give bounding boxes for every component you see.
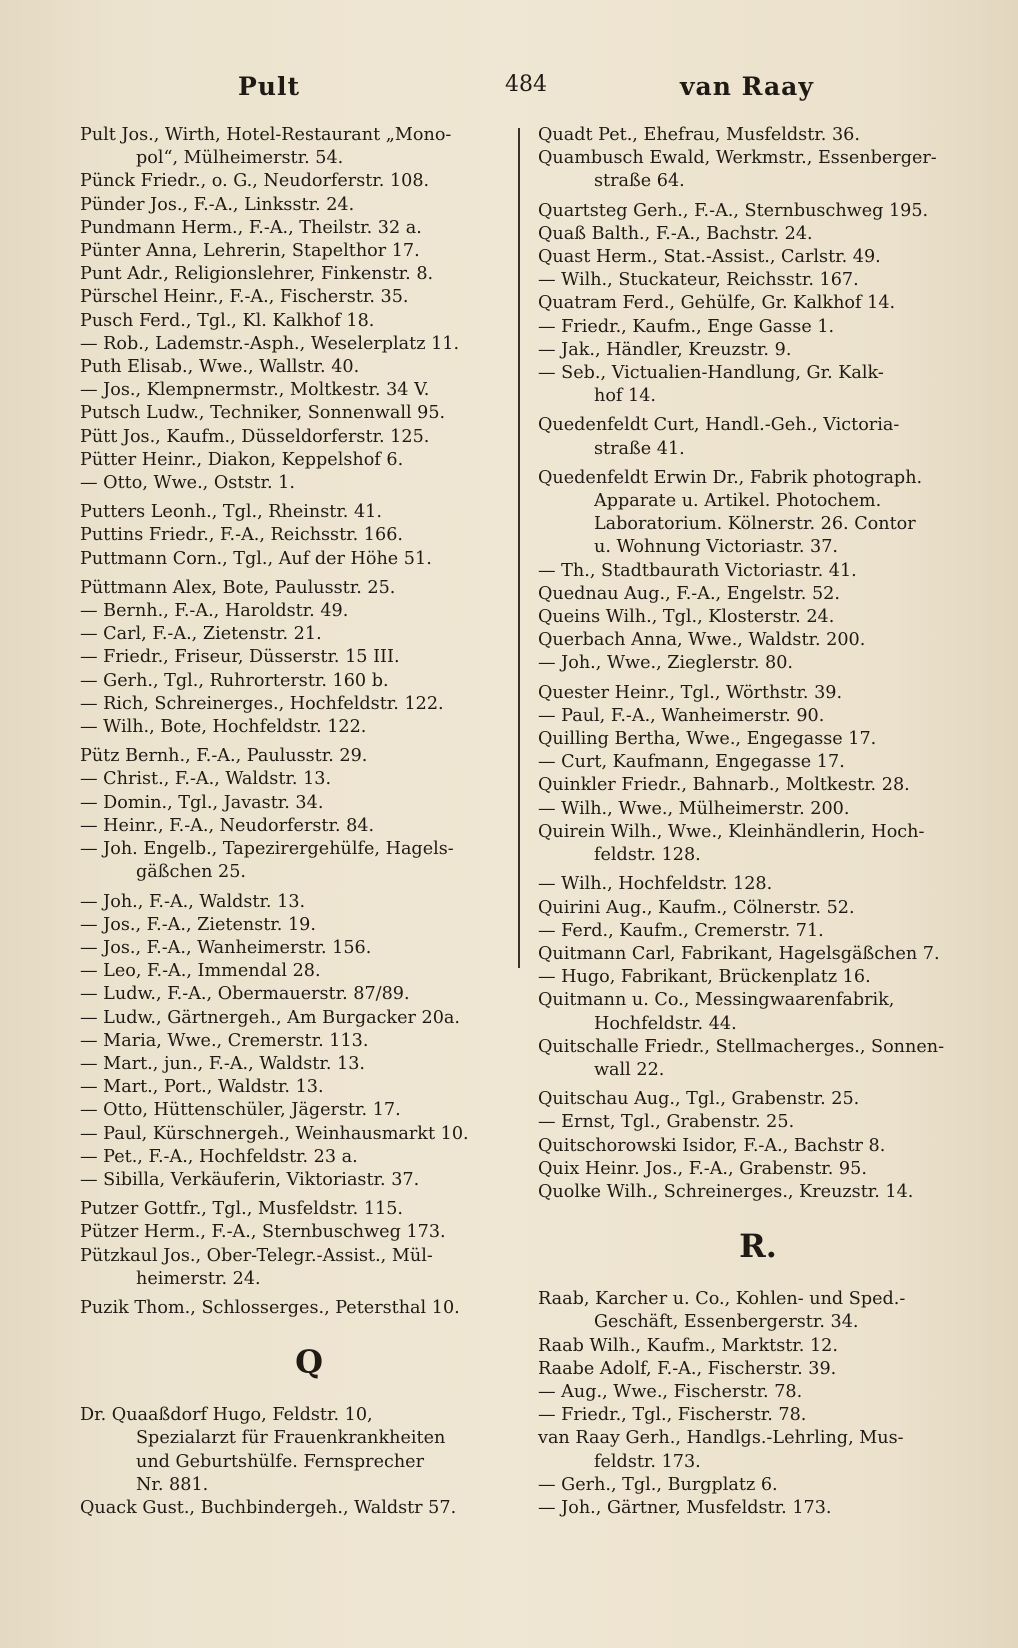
- directory-entry: [80, 1221, 518, 1244]
- entry-line: Quartsteg Gerh., F.-A., Sternbuschweg 195.: [538, 200, 929, 221]
- directory-entry: [80, 217, 518, 240]
- entry-line: Quednau Aug., F.-A., Engelstr. 52.: [538, 583, 840, 604]
- entry-continuation-line: Nr. 881.: [136, 1474, 209, 1495]
- entry-continuation-line: u. Wohnung Victoriastr. 37.: [594, 537, 838, 558]
- entry-line: Pundmann Herm., F.-A., Theilstr. 32 a.: [80, 217, 422, 238]
- directory-entry: [538, 414, 978, 460]
- directory-entry: [538, 1474, 978, 1497]
- entry-line: — Joh., Gärtner, Musfeldstr. 173.: [538, 1497, 832, 1518]
- entry-line: — Maria, Wwe., Cremerstr. 113.: [80, 1030, 369, 1051]
- directory-entry: [80, 1030, 518, 1053]
- directory-entry: [538, 1335, 978, 1358]
- entry-line: Pünter Anna, Lehrerin, Stapelthor 17.: [80, 241, 420, 262]
- directory-entry: [538, 560, 978, 583]
- entry-line: Queins Wilh., Tgl., Klosterstr. 24.: [538, 607, 835, 628]
- entry-line: Pürschel Heinr., F.-A., Fischerstr. 35.: [80, 287, 409, 308]
- entry-line: Pütz Bernh., F.-A., Paulusstr. 29.: [80, 746, 368, 767]
- directory-entry: [538, 966, 978, 989]
- entry-line: — Domin., Tgl., Javastr. 34.: [80, 792, 324, 813]
- directory-entry: [538, 1404, 978, 1427]
- directory-entry: [538, 897, 978, 920]
- entry-line: Quatram Ferd., Gehülfe, Gr. Kalkhof 14.: [538, 293, 896, 314]
- header-left-keyword: Pult: [238, 72, 301, 101]
- entry-continuation-line: Laboratorium. Kölnerstr. 26. Contor: [594, 514, 916, 535]
- right-entries-bottom: [538, 1288, 978, 1520]
- entry-line: Quilling Bertha, Wwe., Engegasse 17.: [538, 729, 877, 750]
- entry-line: — Ludw., Gärtnergeh., Am Burgacker 20a.: [80, 1007, 460, 1028]
- directory-entry: [80, 670, 518, 693]
- entry-line: Puttins Friedr., F.-A., Reichsstr. 166.: [80, 525, 403, 546]
- directory-entry: [80, 1076, 518, 1099]
- entry-line: — Hugo, Fabrikant, Brückenplatz 16.: [538, 967, 871, 988]
- directory-entry: [538, 1158, 978, 1181]
- directory-entry: [80, 646, 518, 669]
- entry-line: Putzer Gottfr., Tgl., Musfeldstr. 115.: [80, 1199, 404, 1220]
- entry-line: — Pet., F.-A., Hochfeldstr. 23 a.: [80, 1146, 358, 1167]
- entry-line: Quack Gust., Buchbindergeh., Waldstr 57.: [80, 1497, 457, 1518]
- directory-entry: [538, 606, 978, 629]
- directory-entry: [538, 1381, 978, 1404]
- directory-entry: [80, 745, 518, 768]
- entry-line: Quitschalle Friedr., Stellmacherges., Sonnen-: [538, 1036, 945, 1057]
- entry-line: — Carl, F.-A., Zietenstr. 21.: [80, 624, 322, 645]
- directory-entry: [538, 989, 978, 1035]
- directory-entry: [80, 263, 518, 286]
- entry-line: — Ludw., F.-A., Obermauerstr. 87/89.: [80, 984, 410, 1005]
- directory-entry: [80, 716, 518, 739]
- directory-entry: [538, 246, 978, 269]
- left-entries-bottom: [80, 1404, 518, 1520]
- entry-continuation-line: feldstr. 128.: [594, 845, 701, 866]
- entry-line: Quirini Aug., Kaufm., Cölnerstr. 52.: [538, 897, 855, 918]
- entry-continuation-line: hof 14.: [594, 386, 657, 407]
- directory-entry: [538, 751, 978, 774]
- directory-entry: [538, 774, 978, 797]
- entry-line: Püttmann Alex, Bote, Paulusstr. 25.: [80, 577, 396, 598]
- entry-line: — Wilh., Hochfeldstr. 128.: [538, 874, 773, 895]
- directory-entry: [538, 1036, 978, 1082]
- entry-line: Puth Elisab., Wwe., Wallstr. 40.: [80, 357, 360, 378]
- directory-entry: [538, 629, 978, 652]
- entry-line: Quester Heinr., Tgl., Wörthstr. 39.: [538, 682, 843, 703]
- entry-line: Pütt Jos., Kaufm., Düsseldorferstr. 125.: [80, 426, 430, 447]
- entry-line: Pützkaul Jos., Ober-Telegr.-Assist., Mül-: [80, 1245, 433, 1266]
- entry-continuation-line: Spezialarzt für Frauenkrankheiten: [136, 1428, 446, 1449]
- left-column: [80, 124, 518, 1520]
- entry-line: Querbach Anna, Wwe., Waldstr. 200.: [538, 630, 866, 651]
- directory-entry: [80, 600, 518, 623]
- entry-line: — Rich, Schreinerges., Hochfeldstr. 122.: [80, 693, 444, 714]
- entry-line: Quinkler Friedr., Bahnarb., Moltkestr. 28.: [538, 775, 910, 796]
- entry-continuation-line: Hochfeldstr. 44.: [594, 1013, 737, 1034]
- directory-entry: [80, 379, 518, 402]
- directory-entry: [538, 1427, 978, 1473]
- column-divider: [518, 128, 520, 968]
- directory-entry: [80, 1146, 518, 1169]
- entry-line: Quadt Pet., Ehefrau, Musfeldstr. 36.: [538, 125, 860, 145]
- directory-entry: [80, 472, 518, 495]
- entry-line: Pünck Friedr., o. G., Neudorferstr. 108.: [80, 171, 430, 192]
- directory-entry: [80, 815, 518, 838]
- directory-entry: [538, 124, 978, 147]
- directory-entry: [538, 362, 978, 408]
- directory-entry: [80, 1053, 518, 1076]
- entry-line: Putters Leonh., Tgl., Rheinstr. 41.: [80, 502, 382, 523]
- entry-continuation-line: Geschäft, Essenbergerstr. 34.: [594, 1312, 859, 1333]
- entry-line: — Jos., Klempnermstr., Moltkestr. 34 V.: [80, 380, 430, 401]
- entry-line: Quolke Wilh., Schreinerges., Kreuzstr. 14.: [538, 1181, 914, 1202]
- directory-entry: [538, 292, 978, 315]
- directory-entry: [80, 240, 518, 263]
- directory-entry: [80, 1198, 518, 1221]
- directory-entry: [538, 147, 978, 193]
- directory-entry: [80, 1404, 518, 1497]
- entry-line: — Heinr., F.-A., Neudorferstr. 84.: [80, 815, 375, 836]
- entry-line: — Th., Stadtbaurath Victoriastr. 41.: [538, 560, 857, 581]
- directory-entry: [538, 269, 978, 292]
- directory-entry: [80, 333, 518, 356]
- directory-entry: [538, 200, 978, 223]
- entry-line: Puzik Thom., Schlosserges., Petersthal 10.: [80, 1297, 460, 1318]
- entry-line: — Leo, F.-A., Immendal 28.: [80, 961, 321, 982]
- entry-line: Quambusch Ewald, Werkmstr., Essenberger-: [538, 148, 937, 169]
- directory-entry: [538, 920, 978, 943]
- entry-line: — Gerh., Tgl., Burgplatz 6.: [538, 1474, 778, 1495]
- directory-entry: [538, 223, 978, 246]
- entry-line: Quitschau Aug., Tgl., Grabenstr. 25.: [538, 1089, 860, 1110]
- directory-entry: [80, 194, 518, 217]
- entry-line: Quast Herm., Stat.-Assist., Carlstr. 49.: [538, 247, 881, 268]
- section-letter-r: R.: [739, 1227, 777, 1266]
- entry-line: — Jak., Händler, Kreuzstr. 9.: [538, 339, 792, 360]
- directory-entry: [538, 728, 978, 751]
- entry-line: — Ernst, Tgl., Grabenstr. 25.: [538, 1112, 795, 1133]
- directory-entry: [538, 682, 978, 705]
- directory-entry: [80, 577, 518, 600]
- entry-line: Pult Jos., Wirth, Hotel-Restaurant „Mono-: [80, 125, 452, 145]
- directory-entry: [538, 1497, 978, 1520]
- entry-continuation-line: wall 22.: [594, 1059, 665, 1080]
- entry-line: Punt Adr., Religionslehrer, Finkenstr. 8.: [80, 264, 434, 285]
- directory-entry: [80, 548, 518, 571]
- entry-line: Quedenfeldt Erwin Dr., Fabrik photograph.: [538, 467, 923, 488]
- directory-entry: [80, 426, 518, 449]
- entry-line: van Raay Gerh., Handlgs.-Lehrling, Mus-: [538, 1428, 904, 1449]
- entry-line: Pusch Ferd., Tgl., Kl. Kalkhof 18.: [80, 310, 375, 331]
- directory-entry: [80, 1169, 518, 1192]
- entry-line: — Mart., jun., F.-A., Waldstr. 13.: [80, 1053, 366, 1074]
- directory-entry: [80, 170, 518, 193]
- entry-line: — Paul, F.-A., Wanheimerstr. 90.: [538, 705, 825, 726]
- directory-entry: [538, 1181, 978, 1204]
- entry-line: Puttmann Corn., Tgl., Auf der Höhe 51.: [80, 548, 432, 569]
- entry-continuation-line: und Geburtshülfe. Fernsprecher: [136, 1451, 425, 1472]
- directory-entry: [80, 501, 518, 524]
- entry-line: — Rob., Lademstr.-Asph., Weselerplatz 11.: [80, 333, 460, 354]
- page-number: 484: [505, 72, 547, 97]
- entry-line: — Curt, Kaufmann, Engegasse 17.: [538, 752, 845, 773]
- entry-line: Pünder Jos., F.-A., Linksstr. 24.: [80, 194, 355, 215]
- directory-entry: [80, 286, 518, 309]
- entry-line: — Friedr., Kaufm., Enge Gasse 1.: [538, 316, 835, 337]
- entry-line: — Friedr., Tgl., Fischerstr. 78.: [538, 1405, 807, 1426]
- directory-entry: [538, 316, 978, 339]
- directory-entry: [538, 873, 978, 896]
- directory-entry: [538, 821, 978, 867]
- entry-line: — Christ., F.-A., Waldstr. 13.: [80, 769, 332, 790]
- entry-line: — Mart., Port., Waldstr. 13.: [80, 1077, 324, 1098]
- directory-entry: [538, 705, 978, 728]
- entry-line: — Friedr., Friseur, Düsserstr. 15 III.: [80, 647, 400, 668]
- directory-entry: [538, 339, 978, 362]
- directory-entry: [80, 1245, 518, 1291]
- entry-continuation-line: gäßchen 25.: [136, 862, 247, 883]
- right-entries-top: [538, 124, 978, 1204]
- directory-entry: [80, 838, 518, 884]
- entry-continuation-line: Apparate u. Artikel. Photochem.: [594, 491, 882, 512]
- directory-entry: [538, 1288, 978, 1334]
- entry-continuation-line: straße 64.: [594, 171, 685, 192]
- entry-line: — Seb., Victualien-Handlung, Gr. Kalk-: [538, 363, 884, 384]
- entry-line: Raab Wilh., Kaufm., Marktstr. 12.: [538, 1335, 838, 1356]
- directory-entry: [80, 1123, 518, 1146]
- entry-line: Quitmann u. Co., Messingwaarenfabrik,: [538, 990, 895, 1011]
- entry-line: Putsch Ludw., Techniker, Sonnenwall 95.: [80, 403, 446, 424]
- entry-line: Pütter Heinr., Diakon, Keppelshof 6.: [80, 449, 404, 470]
- directory-entry: [80, 1007, 518, 1030]
- entry-line: Pützer Herm., F.-A., Sternbuschweg 173.: [80, 1222, 446, 1243]
- right-column: [538, 124, 978, 1520]
- entry-line: — Ferd., Kaufm., Cremerstr. 71.: [538, 920, 824, 941]
- entry-line: Quix Heinr. Jos., F.-A., Grabenstr. 95.: [538, 1158, 867, 1179]
- section-letter-q: Q: [295, 1343, 323, 1382]
- entry-line: Quitschorowski Isidor, F.-A., Bachstr 8.: [538, 1135, 886, 1156]
- directory-entry: [80, 1099, 518, 1122]
- left-entries-top: [80, 124, 518, 1320]
- entry-line: — Wilh., Bote, Hochfeldstr. 122.: [80, 717, 367, 738]
- entry-line: Quitmann Carl, Fabrikant, Hagelsgäßchen 7.: [538, 943, 940, 964]
- directory-entry: [538, 943, 978, 966]
- directory-entry: [538, 798, 978, 821]
- directory-entry: [80, 356, 518, 379]
- entry-line: — Joh. Engelb., Tapezirergehülfe, Hagels-: [80, 839, 454, 860]
- entry-line: — Otto, Wwe., Oststr. 1.: [80, 473, 295, 494]
- entry-line: — Otto, Hüttenschüler, Jägerstr. 17.: [80, 1100, 401, 1121]
- entry-line: — Wilh., Stuckateur, Reichsstr. 167.: [538, 270, 859, 291]
- directory-entry: [538, 1088, 978, 1111]
- directory-entry: [80, 449, 518, 472]
- directory-entry: [80, 693, 518, 716]
- directory-entry: [80, 983, 518, 1006]
- directory-entry: [538, 583, 978, 606]
- entry-line: Quedenfeldt Curt, Handl.-Geh., Victoria-: [538, 415, 900, 436]
- directory-entry: [80, 937, 518, 960]
- entry-line: Quirein Wilh., Wwe., Kleinhändlerin, Hoch-: [538, 821, 925, 842]
- entry-line: — Jos., F.-A., Wanheimerstr. 156.: [80, 937, 372, 958]
- directory-entry: [538, 1111, 978, 1134]
- entry-line: — Wilh., Wwe., Mülheimerstr. 200.: [538, 798, 850, 819]
- header-right-keyword: van Raay: [680, 72, 814, 101]
- directory-entry: [80, 768, 518, 791]
- directory-entry: [80, 524, 518, 547]
- entry-line: Quaß Balth., F.-A., Bachstr. 24.: [538, 223, 813, 244]
- entry-continuation-line: pol“, Mülheimerstr. 54.: [136, 148, 344, 169]
- entry-line: — Gerh., Tgl., Ruhrorterstr. 160 b.: [80, 670, 389, 691]
- entry-line: — Aug., Wwe., Fischerstr. 78.: [538, 1381, 803, 1402]
- entry-line: Raab, Karcher u. Co., Kohlen- und Sped.-: [538, 1289, 906, 1310]
- directory-entry: [80, 891, 518, 914]
- directory-entry: [538, 1358, 978, 1381]
- directory-entry: [80, 310, 518, 333]
- directory-entry: [80, 402, 518, 425]
- page-header: [0, 72, 1018, 112]
- directory-entry: [80, 960, 518, 983]
- directory-entry: [80, 623, 518, 646]
- entry-line: — Paul, Kürschnergeh., Weinhausmarkt 10.: [80, 1123, 469, 1144]
- entry-line: — Bernh., F.-A., Haroldstr. 49.: [80, 601, 349, 622]
- directory-entry: [80, 792, 518, 815]
- entry-line: — Joh., F.-A., Waldstr. 13.: [80, 891, 306, 912]
- entry-continuation-line: straße 41.: [594, 438, 685, 459]
- directory-entry: [538, 1135, 978, 1158]
- entry-line: — Joh., Wwe., Zieglerstr. 80.: [538, 653, 793, 674]
- entry-continuation-line: heimerstr. 24.: [136, 1268, 261, 1289]
- directory-entry: [80, 914, 518, 937]
- entry-continuation-line: feldstr. 173.: [594, 1451, 701, 1472]
- directory-entry: [80, 1497, 518, 1520]
- entry-line: — Jos., F.-A., Zietenstr. 19.: [80, 914, 316, 935]
- entry-line: Raabe Adolf, F.-A., Fischerstr. 39.: [538, 1358, 837, 1379]
- directory-entry: [80, 1297, 518, 1320]
- directory-entry: [538, 652, 978, 675]
- directory-entry: [80, 124, 518, 170]
- entry-line: Dr. Quaaßdorf Hugo, Feldstr. 10,: [80, 1405, 373, 1426]
- entry-line: — Sibilla, Verkäuferin, Viktoriastr. 37.: [80, 1169, 420, 1190]
- directory-entry: [538, 467, 978, 560]
